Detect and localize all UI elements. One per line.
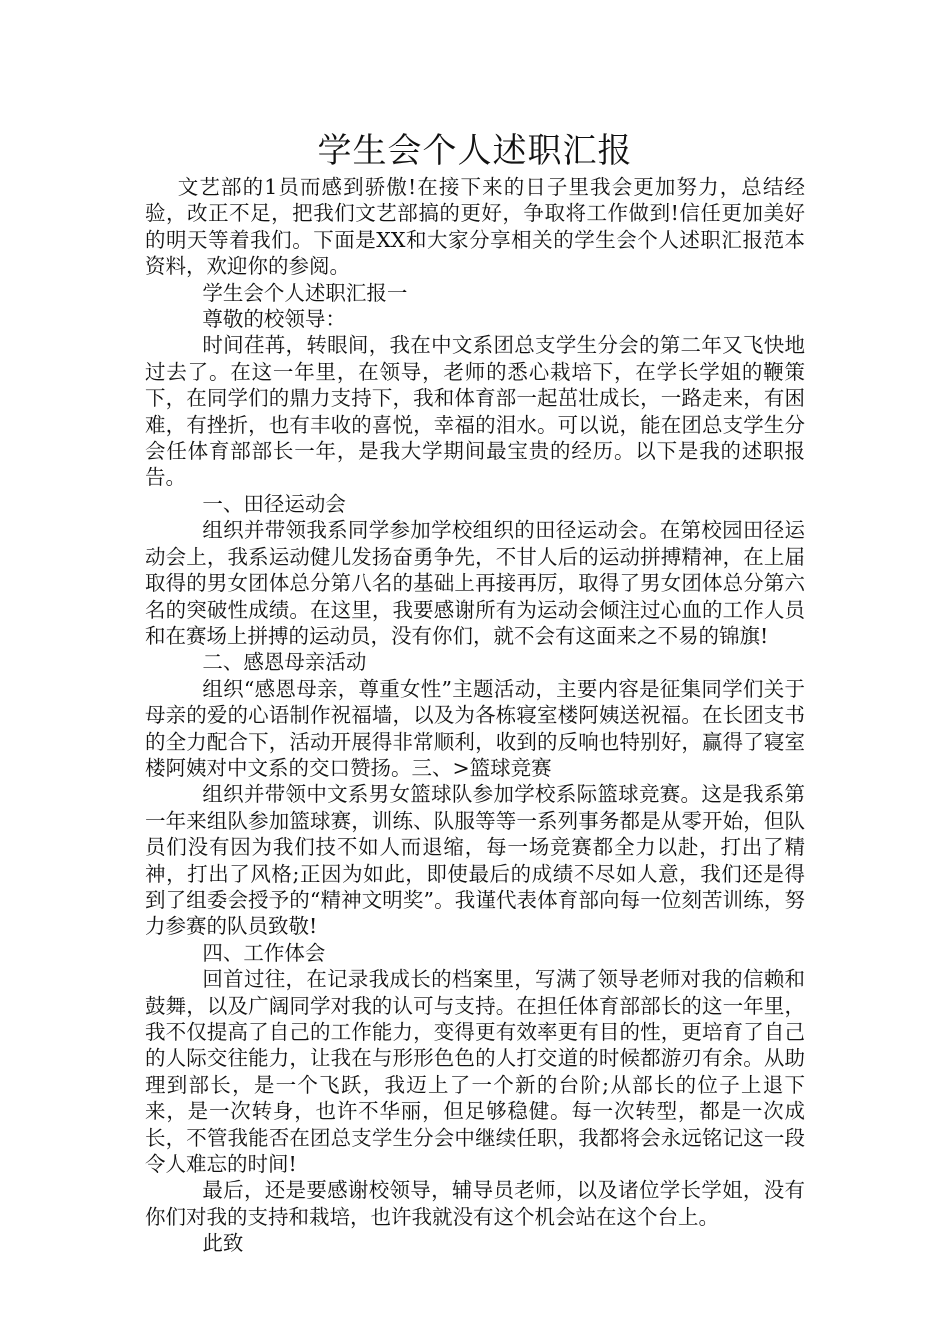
paragraph: 文艺部的1员而感到骄傲!在接下来的日子里我会更加努力，总结经验，改正不足，把我们文艺部搞的更好，争取将工作做到!信任更加美好的明天等着我们。下面是XX和大家分享相关的学生会个人述职汇报范本资料，欢迎你的参阅。 [145,175,805,279]
paragraph: 时间荏苒，转眼间，我在中文系团总支学生分会的第二年又飞快地过去了。在这一年里，在领导，老师的悉心栽培下，在学长学姐的鞭策下，在同学们的鼎力支持下，我和体育部一起茁壮成长，一路走来，有困难，有挫折，也有丰收的喜悦，幸福的泪水。可以说，能在团总支学生分会任体育部部长一年，是我大学期间最宝贵的经历。以下是我的述职报告。 [145,333,805,490]
paragraph: 尊敬的校领导： [202,307,346,332]
paragraph: 此致 [202,1231,244,1256]
paragraph: 回首过往，在记录我成长的档案里，写满了领导老师对我的信赖和鼓舞，以及广阔同学对我的认可与支持。在担任体育部部长的这一年里，我不仅提高了自己的工作能力，变得更有效率更有目的性，更培育了自己的人际交往能力，让我在与形形色色的人打交道的时候都游刃有余。从助理到部长，是一个飞跃，我迈上了一个新的台阶;从部长的位子上退下来，是一次转身，也许不华丽，但足够稳健。每一次转型，都是一次成长，不管我能否在团总支学生分会中继续任职，我都将会永远铭记这一段令人难忘的时间! [145,967,805,1177]
paragraph: 一、田径运动会 [202,491,346,516]
paragraph: 最后，还是要感谢校领导，辅导员老师，以及诸位学长学姐，没有你们对我的支持和栽培，也许我就没有这个机会站在这个台上。 [145,1178,805,1229]
paragraph: 四、工作体会 [202,940,326,965]
paragraph: 二、感恩母亲活动 [202,650,367,675]
document-page [145,128,805,1257]
paragraph: 组织“感恩母亲，尊重女性”主题活动，主要内容是征集同学们关于母亲的爱的心语制作祝福墙，以及为各栋寝室楼阿姨送祝福。在长团支书的全力配合下，活动开展得非常顺利，收到的反响也特别好，赢得了寝室楼阿姨对中文系的交口赞扬。三、>篮球竞赛 [145,676,805,780]
paragraph: 学生会个人述职汇报一 [202,280,408,305]
document-body [145,174,805,1257]
document-title: 学生会个人述职汇报 [317,131,633,171]
paragraph: 组织并带领我系同学参加学校组织的田径运动会。在第校园田径运动会上，我系运动健儿发扬奋勇争先，不甘人后的运动拼搏精神，在上届取得的男女团体总分第八名的基础上再接再厉，取得了男女团体总分第六名的突破性成绩。在这里，我要感谢所有为运动会倾注过心血的工作人员和在赛场上拼搏的运动员，没有你们，就不会有这面来之不易的锦旗! [145,518,805,648]
paragraph: 组织并带领中文系男女篮球队参加学校系际篮球竞赛。这是我系第一年来组队参加篮球赛，训练、队服等等一系列事务都是从零开始，但队员们没有因为我们技不如人而退缩，每一场竞赛都全力以赴，打出了精神，打出了风格;正因为如此，即使最后的成绩不尽如人意，我们还是得到了组委会授予的“精神文明奖”。我谨代表体育部向每一位刻苦训练，努力参赛的队员致敬! [145,782,805,939]
